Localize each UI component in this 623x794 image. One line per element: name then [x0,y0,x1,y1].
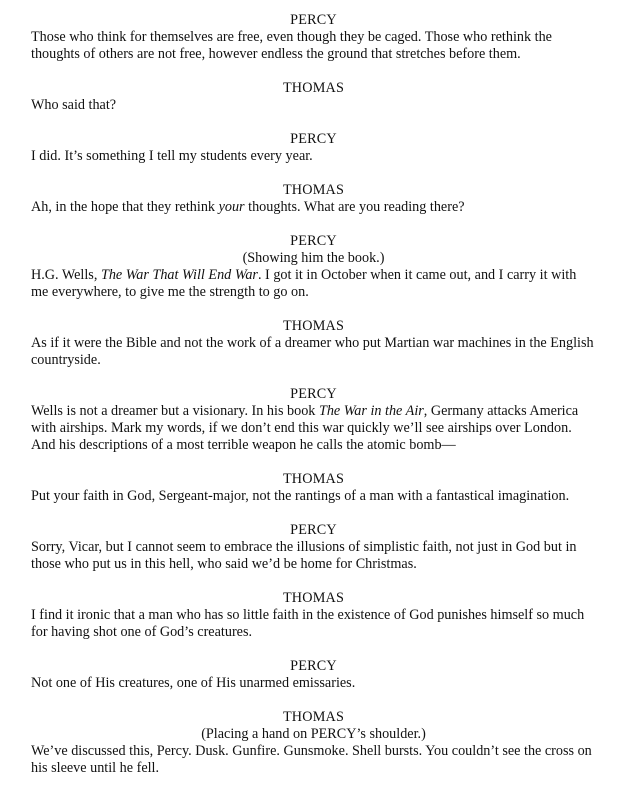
dialogue-line [31,403,596,454]
dialogue-line [31,267,596,301]
dialogue-block [31,233,596,301]
italic-text: The War That Will End War [100,267,258,283]
character-name: PERCY [290,658,337,674]
character-name: THOMAS [282,471,345,487]
dialogue-block [31,318,596,369]
dialogue-block [31,590,596,641]
text-run: thoughts. What are you reading there? [244,199,465,215]
text-run: Sorry, Vicar, but I cannot seem to embrace the illusions of simplistic faith, not just in God but in those who put us in this hell, who said we’d be home for Christmas. [31,539,577,572]
dialogue-block [31,658,596,692]
stage-direction: (Showing him the book.) [242,250,385,266]
dialogue-block [31,709,596,777]
text-run: H.G. Wells, [31,267,101,283]
dialogue-line [31,199,596,216]
text-run: , Germany attacks America with airships. Mark my words, if we don’t end this war quickly we’ll see airships over London. And his descriptions of a most terrible weapon he calls the atomic bomb— [31,403,579,453]
character-name: THOMAS [282,80,345,96]
character-name: PERCY [290,131,337,147]
dialogue-block [31,522,596,573]
character-name: THOMAS [282,182,345,198]
stage-direction: (Placing a hand on PERCY’s shoulder.) [201,726,426,742]
text-run: Not one of His creatures, one of His unarmed emissaries. [31,675,356,691]
text-run: . I got it in October when it came out, and I carry it with me everywhere, to give me the strength to go on. [31,267,577,300]
italic-text: your [218,199,245,215]
text-run: Wells is not a dreamer but a visionary. In his book [31,403,319,419]
text-run: I did. It’s something I tell my students every year. [31,148,313,164]
character-name: PERCY [290,522,337,538]
text-run: Those who think for themselves are free, even though they be caged. Those who rethink the thoughts of others are not free, however endless the ground that stretches before them. [31,29,552,62]
dialogue-line [31,148,596,165]
dialogue-line [31,29,596,63]
text-run: Ah, in the hope that they rethink [31,199,219,215]
dialogue-block [31,80,596,114]
dialogue-line [31,675,596,692]
character-name: THOMAS [282,318,345,334]
dialogue-block [31,12,596,63]
text-run: Put your faith in God, Sergeant-major, not the rantings of a man with a fantastical imagination. [31,488,570,504]
text-run: Who said that? [31,97,117,113]
text-run: As if it were the Bible and not the work of a dreamer who put Martian war machines in the English countryside. [31,335,594,368]
dialogue-block [31,182,596,216]
dialogue-block [31,131,596,165]
character-name: PERCY [290,233,337,249]
dialogue-line [31,488,596,505]
script-page [31,12,596,794]
dialogue-block [31,386,596,454]
dialogue-line [31,743,596,777]
italic-text: The War in the Air [318,403,424,419]
dialogue-line [31,607,596,641]
text-run: I find it ironic that a man who has so little faith in the existence of God punishes himself so much for having shot one of God’s creatures. [31,607,585,640]
character-name: PERCY [290,386,337,402]
dialogue-block [31,471,596,505]
text-run: We’ve discussed this, Percy. Dusk. Gunfire. Gunsmoke. Shell bursts. You couldn’t see the cross on his sleeve until he fell. [31,743,592,776]
dialogue-line [31,539,596,573]
character-name: PERCY [290,12,337,28]
character-name: THOMAS [282,590,345,606]
character-name: THOMAS [282,709,345,725]
dialogue-line [31,97,596,114]
dialogue-line [31,335,596,369]
